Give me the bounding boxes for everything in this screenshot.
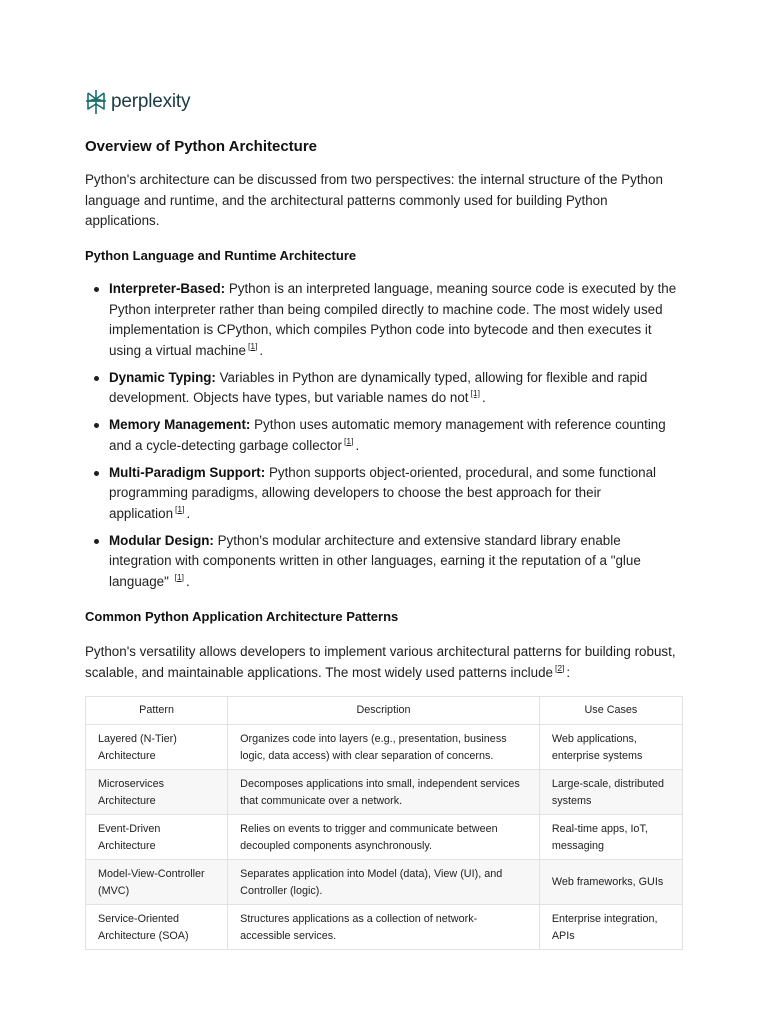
bullet-text: Variables in Python are dynamically typed, allowing for flexible and rapid development. Objects have types, but variable names do not <box>109 369 648 405</box>
cell-use-cases: Large-scale, distributed systems <box>539 770 682 815</box>
cell-pattern: Model-View-Controller (MVC) <box>86 860 228 905</box>
brand-logo[interactable] <box>85 88 190 116</box>
cell-pattern: Microservices Architecture <box>86 770 228 815</box>
bullet-end: . <box>186 505 191 521</box>
citation-link[interactable]: [1] <box>175 503 185 514</box>
patterns-intro-paragraph <box>85 642 683 683</box>
page-title: Overview of Python Architecture <box>85 138 318 155</box>
citation-link[interactable]: [1] <box>344 435 354 446</box>
bullet-term: Modular Design: <box>109 532 214 548</box>
citation-link[interactable]: [1] <box>174 571 185 582</box>
citation-link[interactable]: [2] <box>554 662 565 673</box>
cell-description: Decomposes applications into small, independent services that communicate over a network. <box>228 770 540 815</box>
bullet-text: Python is an interpreted language, meaning source code is executed by the Python interpreter rather than being compiled directly to machine code. The most widely used implementation is CPython, which compiles Python code into bytecode and then executes it using a virtual machine <box>109 281 677 358</box>
cell-pattern: Layered (N-Tier) Architecture <box>86 725 228 770</box>
bullet-term: Memory Management: <box>109 417 251 432</box>
bullet-term: Interpreter-Based: <box>109 281 226 296</box>
cell-use-cases: Web applications, enterprise systems <box>539 725 682 770</box>
bullet-end: . <box>355 437 360 453</box>
patterns-table <box>85 696 683 950</box>
table-row <box>86 815 683 860</box>
bullet-end: . <box>259 342 264 358</box>
cell-use-cases: Web frameworks, GUIs <box>539 860 682 905</box>
table-row <box>86 905 683 950</box>
perplexity-logo-icon <box>85 89 107 115</box>
cell-description: Organizes code into layers (e.g., presentation, business logic, data access) with clear separation of concerns. <box>228 725 540 770</box>
cell-use-cases: Real-time apps, IoT, messaging <box>539 815 682 860</box>
table-row <box>86 725 683 770</box>
patterns-intro-end: : <box>566 664 571 680</box>
bullet-end: . <box>481 390 486 405</box>
cell-description: Separates application into Model (data), View (UI), and Controller (logic). <box>228 860 540 905</box>
runtime-bullet-list <box>85 279 683 599</box>
section-heading-runtime: Python Language and Runtime Architecture <box>85 248 357 263</box>
cell-pattern: Event-Driven Architecture <box>86 815 228 860</box>
patterns-intro-text: Python's versatility allows developers to implement various architectural patterns for building robust, scalable, and maintainable applications. The most widely used patterns include <box>85 644 676 680</box>
bullet-term: Dynamic Typing: <box>109 369 216 385</box>
cell-pattern: Service-Oriented Architecture (SOA) <box>86 905 228 950</box>
column-header-pattern: Pattern <box>86 697 228 725</box>
table-row <box>86 860 683 905</box>
table-row <box>86 770 683 815</box>
list-item <box>85 531 683 593</box>
bullet-text: Python's modular architecture and extensive standard library enable integration with components written in other languages, earning it the reputation of a "glue language" <box>109 532 641 589</box>
list-item <box>85 279 683 361</box>
cell-use-cases: Enterprise integration, APIs <box>539 905 682 950</box>
citation-link[interactable]: [1] <box>247 340 258 351</box>
bullet-text: Python uses automatic memory management with reference counting and a cycle-detecting garbage collector <box>109 417 666 453</box>
list-item <box>85 463 683 525</box>
bullet-end: . <box>186 573 190 589</box>
citation-link[interactable]: [1] <box>470 388 480 398</box>
brand-name: perplexity <box>111 91 191 112</box>
column-header-description: Description <box>228 697 540 725</box>
bullet-text: Python supports object-oriented, procedural, and some functional programming paradigms, allowing developers to choose the best approach for their application <box>109 464 657 521</box>
list-item <box>85 368 683 409</box>
column-header-use-cases: Use Cases <box>539 697 682 725</box>
bullet-term: Multi-Paradigm Support: <box>109 464 266 480</box>
cell-description: Structures applications as a collection of network-accessible services. <box>228 905 540 950</box>
intro-paragraph: Python's architecture can be discussed from two perspectives: the internal structure of the Python language and runtime, and the architectural patterns commonly used for building Python applications. <box>85 172 663 228</box>
table-header-row <box>86 697 683 725</box>
list-item <box>85 415 683 456</box>
section-heading-patterns: Common Python Application Architecture Patterns <box>85 609 399 624</box>
cell-description: Relies on events to trigger and communicate between decoupled components asynchronously. <box>228 815 540 860</box>
